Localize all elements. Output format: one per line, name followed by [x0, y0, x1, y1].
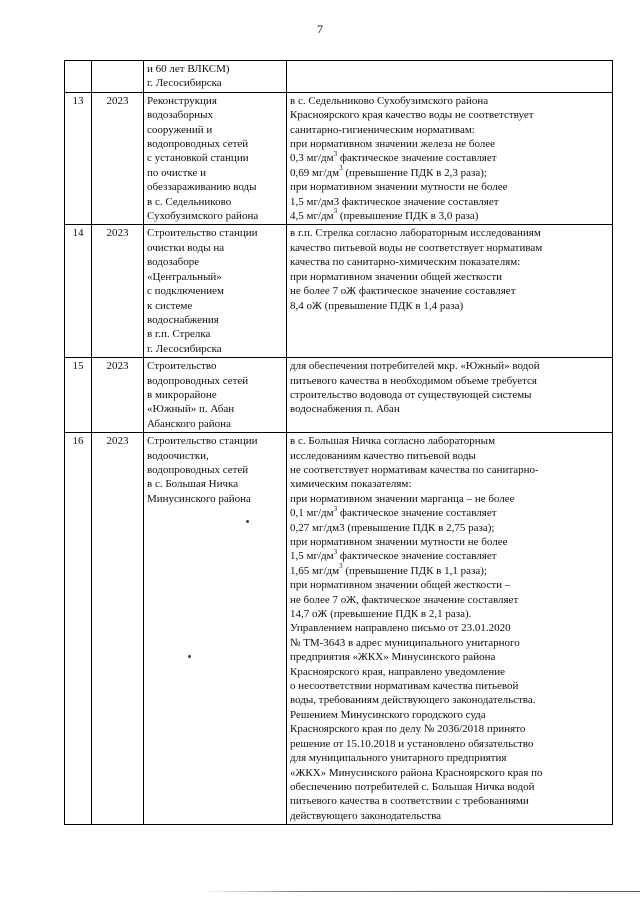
justification-line: Управлением направлено письмо от 23.01.2020 [290, 622, 511, 635]
line-text: 0,1 мг/дм [290, 507, 334, 520]
justification-line: питьевого качества в необходимом объеме требуется [290, 374, 537, 387]
justification-line: в с. Седельниково Сухобузимского района [290, 94, 489, 107]
line-text: 1,65 мг/дм [290, 564, 340, 577]
justification-line: водоснабжения п. Абан [290, 403, 400, 416]
row-number [65, 61, 92, 93]
justification-line [290, 506, 609, 520]
justification-line: обеспечению потребителей с. Большая Ничка водой [290, 780, 535, 793]
table-body [65, 61, 613, 825]
row-year [92, 61, 144, 93]
project-line: по очистке и [147, 166, 207, 179]
justification-line: при нормативном значении мутности не более [290, 536, 508, 548]
row-number: 15 [65, 358, 92, 433]
project-line: водозаборных [147, 109, 213, 122]
justification-line: Красноярского края качество воды не соответствует [290, 109, 534, 122]
table-row [65, 61, 613, 93]
justification-line: при нормативном значении железа не более [290, 138, 496, 151]
project-name [144, 225, 287, 358]
project-line: г. Лесосибирска [147, 342, 222, 355]
project-line: г. Лесосибирска [147, 77, 222, 90]
project-line: Сухобузимского района [147, 210, 259, 223]
unit-superscript: 3 [339, 164, 343, 173]
page-number: 7 [317, 22, 323, 36]
row-number: 16 [65, 433, 92, 825]
justification-line [290, 564, 609, 578]
row-year: 2023 [92, 358, 144, 433]
project-line: с подключением [147, 285, 224, 298]
project-line: водоочистки, [147, 449, 209, 462]
justification-line: решение от 15.10.2018 и установлено обязательство [290, 737, 534, 750]
project-line: водопроводных сетей [147, 463, 249, 476]
justification-line: санитарно-гигиеническим нормативам: [290, 123, 475, 136]
project-name [144, 433, 287, 825]
project-line: водопроводных сетей [147, 374, 249, 387]
line-text: фактическое значение составляет [337, 550, 497, 563]
justification [287, 61, 613, 93]
project-line: в с. Седельниково [147, 195, 232, 208]
unit-superscript: 3 [339, 562, 343, 571]
row-number: 13 [65, 92, 92, 225]
project-name [144, 61, 287, 93]
justification-line: Решением Минусинского городского суда [290, 708, 486, 721]
line-text: (превышение ПДК в 2,3 раза); [342, 166, 487, 179]
justification-line: в с. Большая Ничка согласно лабораторным [290, 435, 496, 448]
line-text: 1,5 мг/дм [290, 550, 334, 563]
project-line: в г.п. Стрелка [147, 328, 211, 341]
project-line: Абанского района [147, 417, 231, 430]
justification-line: в г.п. Стрелка согласно лабораторным исследованиям [290, 227, 541, 240]
project-line: водоснабжения [147, 313, 219, 326]
line-text: (превышение ПДК в 3,0 раза) [337, 210, 479, 223]
row-year: 2023 [92, 92, 144, 225]
project-line: обеззараживанию воды [147, 181, 257, 194]
project-line: с установкой станции [147, 152, 249, 165]
project-line: сооружений и [147, 123, 213, 136]
line-text: 0,3 мг/дм [290, 152, 334, 165]
justification-line: Красноярского края по делу № 2036/2018 принято [290, 723, 526, 736]
project-line: и 60 лет ВЛКСМ) [147, 63, 230, 75]
scan-speck [188, 655, 191, 658]
justification-line: о несоответствии нормативам качества питьевой [290, 680, 519, 693]
projects-table [64, 60, 613, 825]
justification-line: предприятия «ЖКХ» Минусинского района [290, 651, 496, 664]
row-year: 2023 [92, 433, 144, 825]
project-line: Строительство станции [147, 435, 258, 448]
justification-line [290, 209, 609, 223]
scan-edge-line [200, 891, 640, 892]
project-line: в микрорайоне [147, 388, 217, 401]
unit-superscript: 3 [333, 207, 338, 216]
project-line: Реконструкция [147, 94, 217, 107]
project-name [144, 92, 287, 225]
unit-superscript: 3 [333, 547, 338, 556]
justification [287, 358, 613, 433]
justification-line: 1,5 мг/дм3 фактическое значение составляет [290, 195, 499, 208]
unit-superscript: 3 [333, 504, 338, 513]
project-line: Строительство станции [147, 227, 258, 240]
justification-line: не более 7 оЖ фактическое значение составляет [290, 285, 516, 298]
justification-line: для муниципального унитарного предприятия [290, 752, 507, 765]
table-row [65, 92, 613, 225]
line-text: фактическое значение составляет [337, 152, 497, 165]
row-number: 14 [65, 225, 92, 358]
justification-line: действующего законодательства [290, 809, 442, 822]
project-line: к системе [147, 299, 193, 312]
justification-line: не соответствует нормативам качества по санитарно- [290, 463, 539, 476]
justification [287, 225, 613, 358]
justification-line [290, 166, 609, 180]
scan-speck [246, 520, 249, 523]
justification-line: качество питьевой воды не соответствует нормативам [290, 241, 543, 254]
project-line: Минусинского района [147, 492, 251, 505]
project-line: водопроводных сетей [147, 138, 249, 151]
justification-line: воды, требованиям действующего законодательства. [290, 694, 536, 707]
justification-line: питьевого качества в соответствии с требованиями [290, 795, 529, 808]
justification-line: 8,4 оЖ (превышение ПДК в 1,4 раза) [290, 299, 464, 312]
line-text: (превышение ПДК в 1,1 раза); [342, 564, 487, 577]
justification-line: 0,27 мг/дм3 (превышение ПДК в 2,75 раза); [290, 521, 495, 534]
project-line: очистки воды на [147, 241, 225, 254]
justification [287, 433, 613, 825]
justification-line [290, 151, 609, 165]
unit-superscript: 3 [333, 149, 338, 158]
justification-line: при нормативном значении мутности не более [290, 181, 508, 194]
justification-line: качества по санитарно-химическим показателям: [290, 256, 521, 269]
row-year: 2023 [92, 225, 144, 358]
justification-line: исследованиям качество питьевой воды [290, 449, 476, 462]
project-line: «Центральный» [147, 270, 222, 283]
table-row [65, 225, 613, 358]
justification-line: при нормативном значении общей жесткости [290, 270, 503, 283]
project-line: в с. Большая Ничка [147, 478, 239, 491]
justification-line [290, 549, 609, 563]
justification-line: химическим показателям: [290, 478, 412, 491]
justification-line: не более 7 оЖ, фактическое значение составляет [290, 593, 519, 606]
line-text: 0,69 мг/дм [290, 166, 340, 179]
justification-line: для обеспечения потребителей мкр. «Южный» водой [290, 360, 540, 373]
project-name [144, 358, 287, 433]
project-line: водозаборе [147, 256, 200, 269]
justification-line: Красноярского края, направлено уведомление [290, 665, 505, 678]
justification-line: строительство водовода от существующей системы [290, 388, 532, 401]
line-text: фактическое значение составляет [337, 507, 497, 520]
line-text: 4,5 мг/дм [290, 210, 334, 223]
table-row [65, 433, 613, 825]
justification [287, 92, 613, 225]
project-line: «Южный» п. Абан [147, 403, 235, 416]
justification-line: «ЖКХ» Минусинского района Красноярского края по [290, 766, 543, 779]
table-row [65, 358, 613, 433]
justification-line: при нормативном значении марганца – не более [290, 492, 515, 505]
project-line: Строительство [147, 360, 217, 373]
justification-line: № ТМ-3643 в адрес муниципального унитарного [290, 636, 520, 649]
justification-line: 14,7 оЖ (превышение ПДК в 2,1 раза). [290, 608, 472, 621]
justification-line: при нормативном значении общей жесткости – [290, 579, 511, 592]
